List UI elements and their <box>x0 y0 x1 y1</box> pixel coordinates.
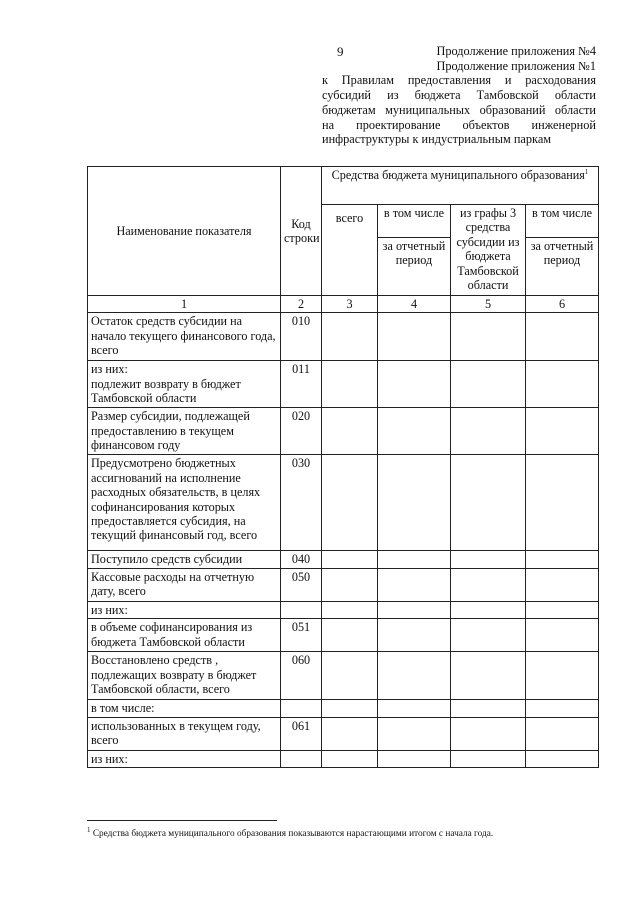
footnote-text: Средства бюджета муниципального образования показываются нарастающими итогом с начала года. <box>92 829 494 839</box>
row-code: 050 <box>281 568 322 601</box>
row-indicator-name: Восстановлено средств , подлежащих возврату в бюджет Тамбовской области, всего <box>88 652 281 700</box>
header-reporting-period: за отчетный период <box>378 238 451 296</box>
header-municipal-funds-text: Средства бюджета муниципального образования <box>331 168 585 182</box>
rules-line: к Правилам предоставления и расходования <box>322 73 596 88</box>
column-number: 2 <box>281 296 322 313</box>
value-cell[interactable] <box>451 750 526 767</box>
row-code: 011 <box>281 361 322 408</box>
row-code <box>281 700 322 717</box>
column-number: 4 <box>378 296 451 313</box>
table-row <box>88 313 599 361</box>
value-cell[interactable] <box>526 652 599 700</box>
row-indicator-name: Кассовые расходы на отчетную дату, всего <box>88 568 281 601</box>
value-cell[interactable] <box>322 619 378 652</box>
footnote-marker: 1 <box>87 825 91 834</box>
report-table <box>87 166 599 768</box>
value-cell[interactable] <box>451 717 526 750</box>
value-cell[interactable] <box>526 313 599 361</box>
rules-line: инфраструктуры к индустриальным паркам <box>322 132 552 147</box>
table-row <box>88 361 599 408</box>
value-cell[interactable] <box>378 601 451 618</box>
table-row <box>88 455 599 551</box>
row-indicator-name: Предусмотрено бюджетных ассигнований на исполнение расходных обязательств, в целях софинансирования которых предоставляется субсидия, на текущий финансовый год, всего <box>88 455 281 551</box>
row-indicator-name: использованных в текущем году, всего <box>88 717 281 750</box>
column-number: 1 <box>88 296 281 313</box>
table-row <box>88 652 599 700</box>
table-row <box>88 750 599 767</box>
row-code: 020 <box>281 408 322 455</box>
value-cell[interactable] <box>451 601 526 618</box>
row-code: 060 <box>281 652 322 700</box>
value-cell[interactable] <box>378 700 451 717</box>
value-cell[interactable] <box>322 700 378 717</box>
value-cell[interactable] <box>526 717 599 750</box>
header-municipal-funds <box>322 167 599 205</box>
value-cell[interactable] <box>378 717 451 750</box>
table-row <box>88 700 599 717</box>
row-indicator-name: Поступило средств субсидии <box>88 551 281 568</box>
value-cell[interactable] <box>322 361 378 408</box>
row-indicator-name: из них: <box>88 601 281 618</box>
value-cell[interactable] <box>322 717 378 750</box>
row-code: 040 <box>281 551 322 568</box>
value-cell[interactable] <box>451 313 526 361</box>
value-cell[interactable] <box>526 601 599 618</box>
value-cell[interactable] <box>322 652 378 700</box>
value-cell[interactable] <box>451 361 526 408</box>
value-cell[interactable] <box>451 455 526 551</box>
row-indicator-name: Остаток средств субсидии на начало текущего финансового года, всего <box>88 313 281 361</box>
value-cell[interactable] <box>322 455 378 551</box>
appendix-line-4: Продолжение приложения №4 <box>436 44 596 58</box>
row-code <box>281 601 322 618</box>
value-cell[interactable] <box>322 408 378 455</box>
row-indicator-name: Размер субсидии, подлежащей предоставлению в текущем финансовом году <box>88 408 281 455</box>
value-cell[interactable] <box>451 408 526 455</box>
value-cell[interactable] <box>378 551 451 568</box>
rules-line: бюджетам муниципальных образований области <box>322 102 596 117</box>
value-cell[interactable] <box>378 408 451 455</box>
header-indicator-name: Наименование показателя <box>88 167 281 296</box>
row-code: 010 <box>281 313 322 361</box>
value-cell[interactable] <box>378 313 451 361</box>
row-code: 051 <box>281 619 322 652</box>
column-number: 6 <box>526 296 599 313</box>
row-indicator-name: в объеме софинансирования из бюджета Тамбовской области <box>88 619 281 652</box>
header-total: всего <box>322 205 378 296</box>
row-indicator-name: из них: <box>88 750 281 767</box>
value-cell[interactable] <box>322 568 378 601</box>
value-cell[interactable] <box>451 619 526 652</box>
value-cell[interactable] <box>322 601 378 618</box>
header-row-code: Код строки <box>281 167 322 296</box>
footnote <box>87 825 607 840</box>
value-cell[interactable] <box>526 700 599 717</box>
row-indicator-name: из них: подлежит возврату в бюджет Тамбовской области <box>88 361 281 408</box>
value-cell[interactable] <box>322 551 378 568</box>
table-row <box>88 408 599 455</box>
table-row <box>88 619 599 652</box>
value-cell[interactable] <box>378 455 451 551</box>
header-from-col3: из графы 3 средства субсидии из бюджета Тамбовской области <box>451 205 526 296</box>
page-number: 9 <box>337 44 344 59</box>
value-cell[interactable] <box>378 619 451 652</box>
column-number: 5 <box>451 296 526 313</box>
value-cell[interactable] <box>526 551 599 568</box>
rules-line: на проектирование объектов инженерной <box>322 117 596 132</box>
row-code <box>281 750 322 767</box>
value-cell[interactable] <box>378 652 451 700</box>
row-code: 030 <box>281 455 322 551</box>
value-cell[interactable] <box>526 455 599 551</box>
value-cell[interactable] <box>322 750 378 767</box>
value-cell[interactable] <box>451 568 526 601</box>
appendix-header <box>322 44 596 147</box>
value-cell[interactable] <box>526 568 599 601</box>
row-code: 061 <box>281 717 322 750</box>
row-indicator-name: в том числе: <box>88 700 281 717</box>
table-row <box>88 601 599 618</box>
footnote-ref: 1 <box>584 167 589 176</box>
table-row <box>88 551 599 568</box>
table-row <box>88 717 599 750</box>
rules-line: субсидий из бюджета Тамбовской области <box>322 88 596 103</box>
table-row <box>88 568 599 601</box>
value-cell[interactable] <box>526 408 599 455</box>
footnote-separator <box>87 820 277 821</box>
appendix-line-1: Продолжение приложения №1 <box>436 58 596 73</box>
header-including-2: в том числе <box>526 205 599 238</box>
value-cell[interactable] <box>526 361 599 408</box>
value-cell[interactable] <box>451 700 526 717</box>
value-cell[interactable] <box>526 619 599 652</box>
value-cell[interactable] <box>378 568 451 601</box>
value-cell[interactable] <box>526 750 599 767</box>
column-number: 3 <box>322 296 378 313</box>
column-number-row <box>88 296 599 313</box>
value-cell[interactable] <box>451 551 526 568</box>
value-cell[interactable] <box>378 361 451 408</box>
value-cell[interactable] <box>322 313 378 361</box>
header-reporting-period-2: за отчетный период <box>526 238 599 296</box>
header-including: в том числе <box>378 205 451 238</box>
value-cell[interactable] <box>378 750 451 767</box>
value-cell[interactable] <box>451 652 526 700</box>
